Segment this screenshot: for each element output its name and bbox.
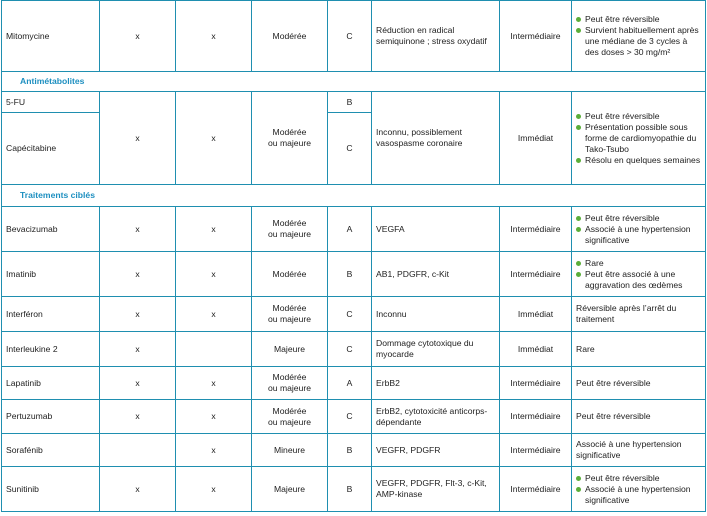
onset-cell: Immédiat [500, 332, 572, 367]
onset-cell: Immédiat [500, 92, 572, 185]
evidence-level: C [328, 400, 372, 434]
severity-cell: Modérée [252, 252, 328, 297]
drug-name: 5-FU [2, 92, 100, 113]
list-item: Associé à une hypertension significative [576, 224, 701, 246]
evidence-level: C [328, 113, 372, 185]
onset-cell: Intermédiaire [500, 207, 572, 252]
onset-cell: Immédiat [500, 297, 572, 332]
list-item: Peut être réversible [576, 14, 701, 25]
mark-cell: x [176, 467, 252, 512]
drug-name: Sorafénib [2, 434, 100, 467]
mark-cell: x [176, 400, 252, 434]
mark-cell: x [176, 207, 252, 252]
drug-name: Capécitabine [2, 113, 100, 185]
severity-cell: Majeure [252, 467, 328, 512]
mark-cell: x [100, 1, 176, 72]
onset-cell: Intermédiaire [500, 1, 572, 72]
notes-cell: Peut être réversible [572, 367, 706, 400]
list-item: Résolu en quelques semaines [576, 155, 701, 166]
mark-cell: x [100, 400, 176, 434]
list-item: Présentation possible sous forme de cardiomyopathie du Tako-Tsubo [576, 122, 701, 155]
notes-cell: Peut être réversible [572, 400, 706, 434]
mark-cell [176, 332, 252, 367]
mark-cell: x [100, 467, 176, 512]
severity-cell: Modérée ou majeure [252, 92, 328, 185]
severity-cell: Modérée ou majeure [252, 367, 328, 400]
drug-cardiotoxicity-table [1, 0, 706, 512]
severity-cell: Majeure [252, 332, 328, 367]
notes-cell [572, 252, 706, 297]
drug-name: Sunitinib [2, 467, 100, 512]
evidence-level: C [328, 1, 372, 72]
mark-cell: x [100, 332, 176, 367]
onset-cell: Intermédiaire [500, 367, 572, 400]
list-item: Survient habituellement après une médiane de 3 cycles à des doses > 30 mg/m² [576, 25, 701, 58]
mark-cell: x [100, 367, 176, 400]
evidence-level: B [328, 467, 372, 512]
notes-cell [572, 92, 706, 185]
drug-name: Interféron [2, 297, 100, 332]
list-item: Peut être réversible [576, 111, 701, 122]
mechanism-cell: Inconnu [372, 297, 500, 332]
table-row [2, 252, 706, 297]
list-item: Peut être réversible [576, 473, 701, 484]
notes-cell [572, 467, 706, 512]
onset-cell: Intermédiaire [500, 400, 572, 434]
mechanism-cell: VEGFR, PDGFR, Flt-3, c-Kit, AMP-kinase [372, 467, 500, 512]
list-item: Peut être réversible [576, 213, 701, 224]
notes-cell: Rare [572, 332, 706, 367]
mark-cell: x [176, 434, 252, 467]
mechanism-cell: VEGFA [372, 207, 500, 252]
table-row [2, 207, 706, 252]
list-item: Associé à une hypertension significative [576, 484, 701, 506]
mark-cell: x [100, 252, 176, 297]
mark-cell [100, 434, 176, 467]
drug-name: Interleukine 2 [2, 332, 100, 367]
mechanism-cell: VEGFR, PDGFR [372, 434, 500, 467]
drug-name: Pertuzumab [2, 400, 100, 434]
evidence-level: A [328, 207, 372, 252]
onset-cell: Intermédiaire [500, 467, 572, 512]
mark-cell: x [176, 367, 252, 400]
evidence-level: C [328, 332, 372, 367]
mark-cell: x [176, 92, 252, 185]
table-row [2, 434, 706, 467]
section-title: Antimétabolites [2, 72, 706, 92]
drug-name: Mitomycine [2, 1, 100, 72]
table-row [2, 400, 706, 434]
mark-cell: x [176, 1, 252, 72]
severity-cell: Modérée [252, 1, 328, 72]
notes-cell: Réversible après l’arrêt du traitement [572, 297, 706, 332]
drug-name: Lapatinib [2, 367, 100, 400]
mechanism-cell: ErbB2, cytotoxicité anticorps-dépendante [372, 400, 500, 434]
mechanism-cell: Inconnu, possiblement vasospasme coronaire [372, 92, 500, 185]
mechanism-cell: AB1, PDGFR, c-Kit [372, 252, 500, 297]
severity-cell: Modérée ou majeure [252, 297, 328, 332]
table-row [2, 297, 706, 332]
table-row [2, 332, 706, 367]
drug-name: Imatinib [2, 252, 100, 297]
onset-cell: Intermédiaire [500, 252, 572, 297]
drug-name: Bevacizumab [2, 207, 100, 252]
notes-cell: Associé à une hypertension significative [572, 434, 706, 467]
notes-cell [572, 1, 706, 72]
notes-cell [572, 207, 706, 252]
mark-cell: x [100, 92, 176, 185]
section-row [2, 72, 706, 92]
section-row [2, 185, 706, 207]
mechanism-cell: Dommage cytotoxique du myocarde [372, 332, 500, 367]
mark-cell: x [176, 252, 252, 297]
section-title: Traitements ciblés [2, 185, 706, 207]
table-row [2, 367, 706, 400]
evidence-level: A [328, 367, 372, 400]
table-row [2, 1, 706, 72]
mechanism-cell: Réduction en radical semiquinone ; stress oxydatif [372, 1, 500, 72]
mechanism-cell: ErbB2 [372, 367, 500, 400]
mark-cell: x [100, 297, 176, 332]
evidence-level: B [328, 92, 372, 113]
evidence-level: B [328, 434, 372, 467]
list-item: Peut être associé à une aggravation des œdèmes [576, 269, 701, 291]
mark-cell: x [100, 207, 176, 252]
table-row [2, 467, 706, 512]
onset-cell: Intermédiaire [500, 434, 572, 467]
evidence-level: C [328, 297, 372, 332]
severity-cell: Modérée ou majeure [252, 400, 328, 434]
mark-cell: x [176, 297, 252, 332]
table-row [2, 92, 706, 113]
list-item: Rare [576, 258, 701, 269]
evidence-level: B [328, 252, 372, 297]
severity-cell: Mineure [252, 434, 328, 467]
severity-cell: Modérée ou majeure [252, 207, 328, 252]
